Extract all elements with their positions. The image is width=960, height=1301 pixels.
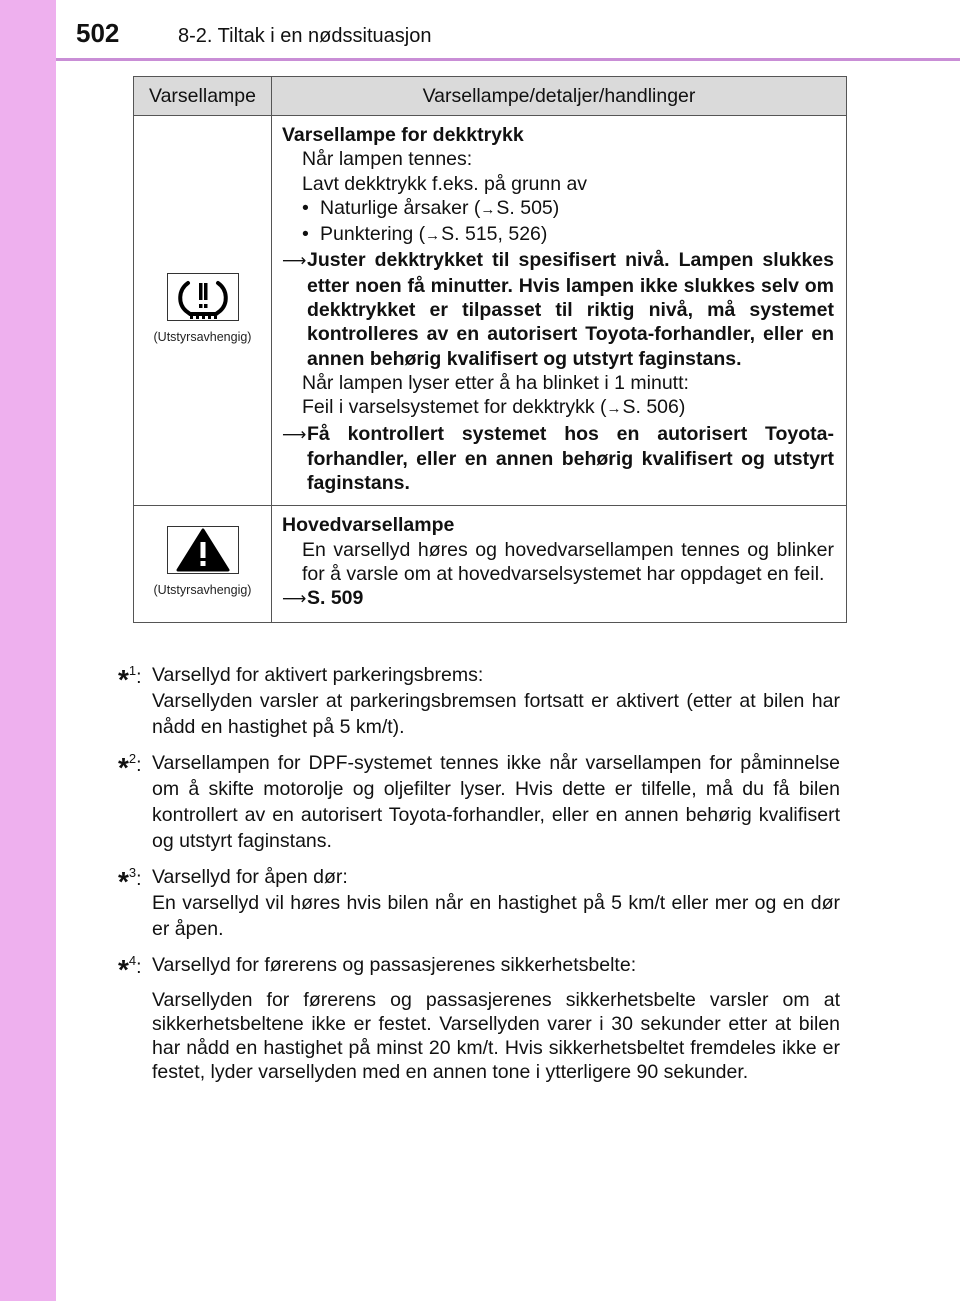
tire-pressure-warning-icon (167, 273, 239, 321)
action-text: Juster dekktrykket til spesifisert nivå. Lampen slukkes etter noen få minutter. Hvis lampen ikke slukkes selv om dekktrykket er tilpasset til riktig nivå, må systemet kontrolleres av en autorisert Toyota-forhandler, eller en annen behørig kvalifisert og utstyrt faginstans. (307, 249, 834, 370)
bullet-dot-icon: • (302, 223, 309, 246)
detail-line: En varsellyd høres og hovedvarsellampen tennes og blinker for å varsle om at hovedvarselsystemet har oppdaget en feil. (302, 538, 834, 586)
page-reference: S. 505) (496, 196, 560, 219)
arrow-right-icon: ⟶ (282, 424, 307, 444)
footnote (118, 750, 840, 854)
footnote-marker: *$^3$: (118, 865, 142, 897)
detail-line: Når lampen lyser etter å ha blinket i 1 minutt: (302, 371, 689, 394)
action-instruction (282, 586, 834, 611)
equipment-note: (Utstyrsavhengig) (153, 582, 252, 597)
lamp-heading: Hovedvarsellampe (282, 514, 455, 537)
bullet-item (282, 196, 834, 222)
footnote (118, 662, 840, 740)
action-instruction (282, 248, 834, 370)
footnote-title: Varsellampen for DPF-systemet tennes ikke når varsellampen for påminnelse om å skifte motorolje og oljefilter lyser. Hvis dette er tilfelle, må du få bilen kontrollert av en autorisert Toyota-forhandler, eller en annen behørig kvalifisert og utstyrt faginstans. (152, 752, 840, 852)
footnote-marker: *$^1$: (118, 663, 142, 695)
page-reference: S. 515, 526) (441, 223, 548, 246)
page-reference: S. 506) (622, 396, 686, 419)
footnote-body: En varsellyd vil høres hvis bilen når en hastighet på 5 km/t eller mer og en dør er åpen. (152, 892, 840, 940)
footnote (118, 952, 840, 1084)
footnote-body: Varsellyden for førerens og passasjerenes sikkerhetsbelte varsler om at sikkerhetsbeltene ikke er festet. Varsellyden varer i 30 sekunder etter at bilen har nådd en hastighet på minst 20 km/t. Hvis sikkerhetsbeltet fremdeles ikke er festet, lyder varsellyden med en annen tone i ytterligere 90 sekunder. (152, 989, 840, 1083)
footnotes (118, 662, 840, 1094)
bullet-dot-icon: • (302, 196, 309, 219)
section-title: 8-2. Tiltak i en nødssituasjon (178, 25, 432, 47)
table-row (134, 506, 847, 622)
header-rule (56, 58, 960, 61)
arrow-right-icon: → (606, 400, 622, 418)
detail-line: Når lampen tennes: (302, 148, 473, 171)
lamp-heading: Varsellampe for dekktrykk (282, 124, 524, 146)
master-warning-triangle-icon (167, 526, 239, 574)
page-header (0, 0, 960, 62)
action-text: S. 509 (307, 587, 364, 610)
arrow-right-icon: → (425, 227, 441, 245)
detail-cell (272, 506, 847, 622)
detail-text: Feil i varselsystemet for dekktrykk ( (302, 396, 607, 419)
column-header-details: Varsellampe/detaljer/handlinger (272, 77, 847, 116)
lamp-cell (134, 506, 272, 622)
detail-line (282, 395, 834, 421)
footnote-body: Varsellyden varsler at parkeringsbremsen fortsatt er aktivert (etter at bilen har nådd en hastighet på 5 km/t). (152, 690, 840, 738)
equipment-note: (Utstyrsavhengig) (153, 329, 252, 344)
bullet-text: Punktering ( (320, 223, 426, 246)
page-side-band (0, 0, 56, 1301)
arrow-right-icon: ⟶ (282, 589, 307, 609)
detail-line: Lavt dekktrykk f.eks. på grunn av (302, 172, 588, 195)
arrow-right-icon: ⟶ (282, 251, 307, 271)
footnote-title: Varsellyd for aktivert parkeringsbrems: (152, 664, 484, 686)
bullet-item (282, 222, 834, 248)
footnote-title: Varsellyd for åpen dør: (152, 866, 348, 888)
warning-lamp-table (133, 76, 847, 623)
bullet-text: Naturlige årsaker ( (320, 196, 481, 219)
lamp-cell (134, 116, 272, 506)
column-header-lamp: Varsellampe (134, 77, 272, 116)
arrow-right-icon: → (480, 200, 496, 218)
table-row (134, 116, 847, 506)
detail-cell (272, 116, 847, 506)
footnote (118, 864, 840, 942)
footnote-marker: *$^2$: (118, 751, 142, 783)
footnote-marker: *$^4$: (118, 953, 142, 985)
footnote-title: Varsellyd for førerens og passasjerenes sikkerhetsbelte: (152, 954, 637, 976)
page-number: 502 (76, 18, 120, 48)
table-header-row (134, 77, 847, 116)
action-instruction (282, 422, 834, 496)
action-text: Få kontrollert systemet hos en autorisert Toyota-forhandler, eller en annen behørig kvalifisert og utstyrt faginstans. (307, 422, 834, 495)
